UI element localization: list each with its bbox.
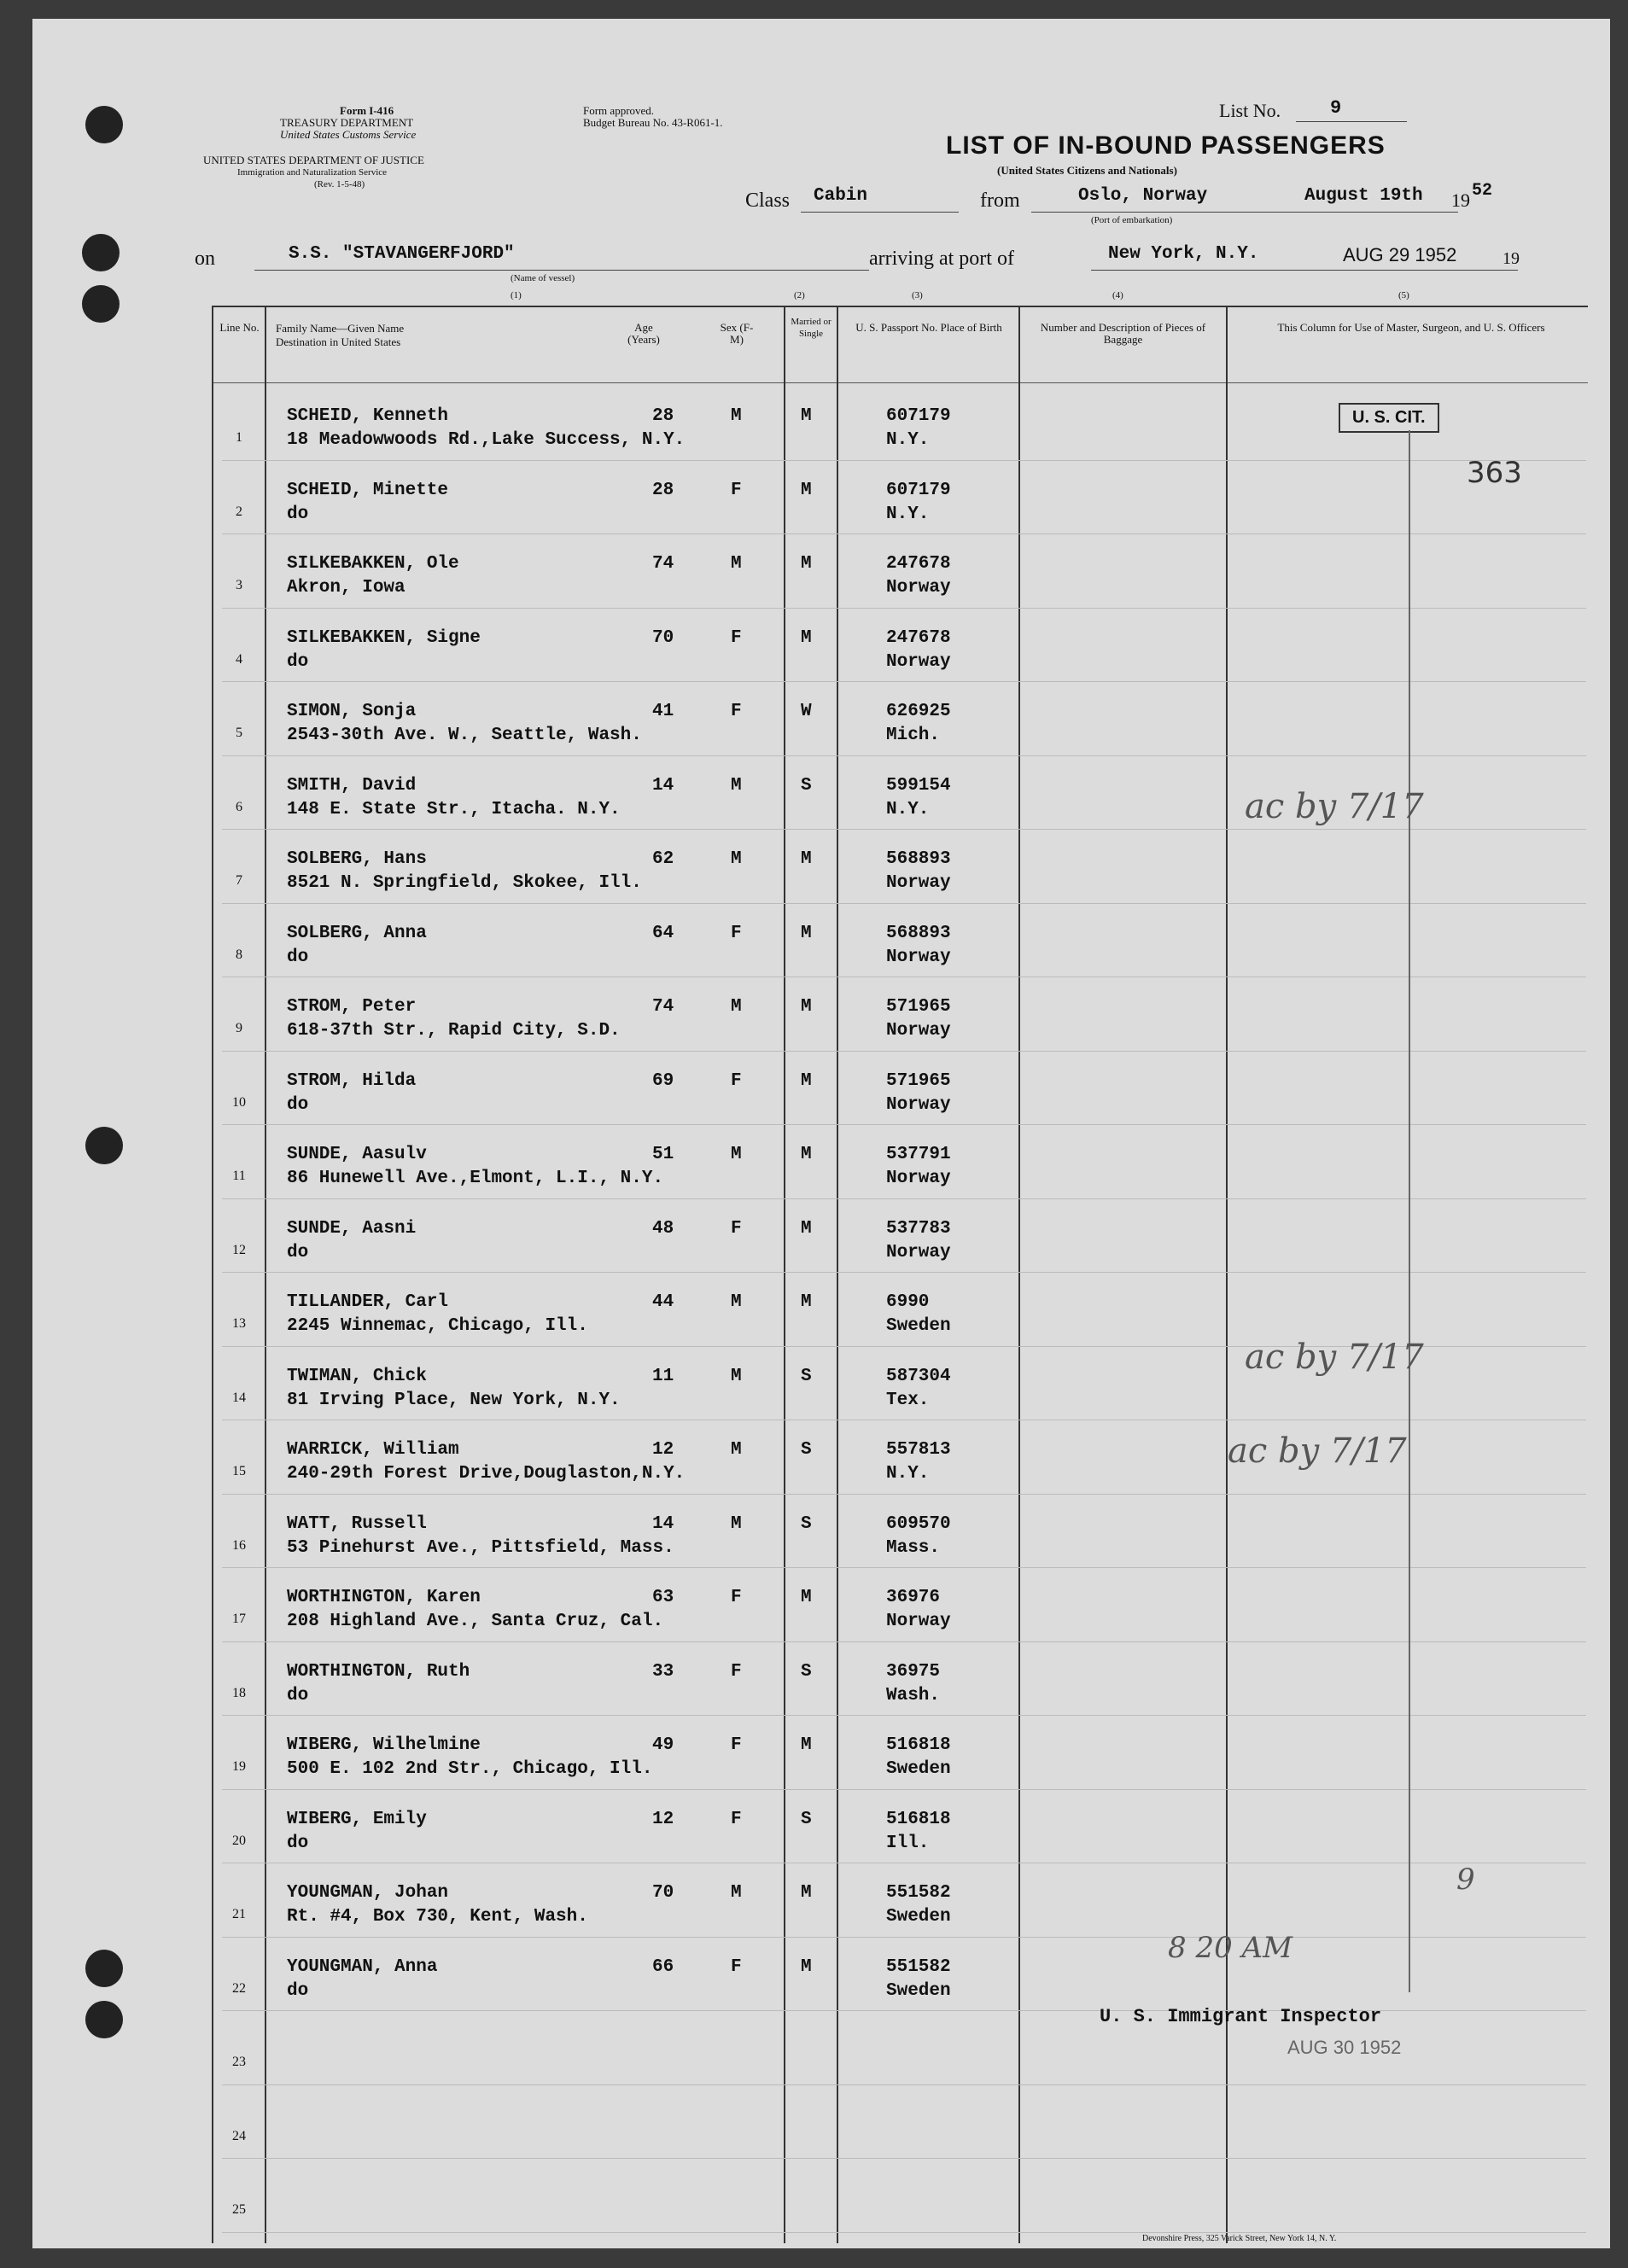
time-note: 8 20 AM: [1168, 1931, 1292, 1965]
row-divider: [222, 1641, 1586, 1642]
doj-label: UNITED STATES DEPARTMENT OF JUSTICE: [203, 154, 424, 166]
passenger-name: STROM, Peter: [287, 997, 417, 1017]
line-number: 16: [232, 1538, 246, 1553]
handwritten-vertical-line: [1409, 430, 1410, 1992]
row-divider: [222, 460, 1586, 461]
punch-hole: [85, 1950, 123, 1987]
passenger-age: 12: [652, 1440, 674, 1460]
line-number: 4: [236, 652, 242, 667]
passenger-age: 14: [652, 776, 674, 796]
passenger-destination: 240-29th Forest Drive,Douglaston,N.Y.: [287, 1464, 686, 1484]
passenger-name: WORTHINGTON, Ruth: [287, 1662, 470, 1682]
place-of-birth: N.Y.: [886, 430, 930, 450]
passport-number: 36975: [886, 1662, 941, 1682]
header-passport: U. S. Passport No. Place of Birth: [855, 321, 1002, 334]
arriving-label: arriving at port of: [869, 248, 1014, 270]
place-of-birth: Norway: [886, 873, 951, 893]
place-of-birth: Norway: [886, 1243, 951, 1262]
row-divider: [222, 2232, 1586, 2233]
row-divider: [222, 2084, 1586, 2085]
header-line-no: Line No.: [219, 321, 260, 334]
passenger-age: 41: [652, 702, 674, 721]
passenger-sex: F: [731, 1219, 742, 1239]
row-divider: [222, 608, 1586, 609]
passenger-age: 70: [652, 1883, 674, 1903]
place-of-birth: Norway: [886, 652, 951, 672]
passport-number: 571965: [886, 997, 951, 1017]
passenger-sex: F: [731, 481, 742, 500]
form-approved: Form approved.: [583, 104, 655, 117]
row-divider: [222, 2010, 1586, 2011]
line-number: 13: [232, 1316, 246, 1331]
note-row-14: ac by 7/17: [1245, 1338, 1424, 1377]
header-married: Married or Single: [791, 317, 832, 339]
passport-number: 607179: [886, 481, 951, 500]
passenger-marital-status: S: [801, 1440, 812, 1460]
line-number: 1: [236, 430, 242, 445]
year-value: 52: [1472, 181, 1493, 201]
line-number: 22: [232, 1981, 246, 1996]
class-underline: [801, 212, 959, 213]
passenger-sex: M: [731, 1145, 742, 1164]
passenger-marital-status: M: [801, 1071, 812, 1091]
line-number: 15: [232, 1464, 246, 1478]
vessel-underline: [254, 270, 869, 271]
passenger-age: 48: [652, 1219, 674, 1239]
passenger-name: WARRICK, William: [287, 1440, 459, 1460]
place-of-birth: Norway: [886, 1095, 951, 1115]
note-row-15: ac by 7/17: [1228, 1431, 1407, 1471]
place-of-birth: Sweden: [886, 1759, 951, 1779]
inspector-stamp: AUG 30 1952: [1287, 2037, 1402, 2058]
passport-number: 626925: [886, 702, 951, 721]
passenger-age: 33: [652, 1662, 674, 1682]
place-of-birth: Wash.: [886, 1686, 941, 1705]
line-number: 20: [232, 1834, 246, 1848]
passenger-destination: 8521 N. Springfield, Skokee, Ill.: [287, 873, 642, 893]
passenger-sex: M: [731, 997, 742, 1017]
embark-date: August 19th: [1304, 186, 1423, 206]
port-embarkation-note: (Port of embarkation): [1091, 215, 1173, 225]
passenger-marital-status: M: [801, 1735, 812, 1755]
passenger-age: 63: [652, 1588, 674, 1607]
row-divider: [222, 1715, 1586, 1716]
passport-number: 551582: [886, 1883, 951, 1903]
passenger-destination: 2543-30th Ave. W., Seattle, Wash.: [287, 726, 642, 745]
class-value: Cabin: [814, 186, 868, 206]
col-index-4: (4): [1112, 290, 1123, 300]
budget-bureau: Budget Bureau No. 43-R061-1.: [583, 116, 723, 129]
passenger-marital-status: S: [801, 776, 812, 796]
passport-number: 6990: [886, 1292, 930, 1312]
passport-number: 571965: [886, 1071, 951, 1091]
col-rule-baggage: [1018, 306, 1020, 2243]
passenger-marital-status: M: [801, 1292, 812, 1312]
place-of-birth: Sweden: [886, 1907, 951, 1927]
passenger-destination: 81 Irving Place, New York, N.Y.: [287, 1391, 621, 1410]
from-value: Oslo, Norway: [1078, 186, 1208, 206]
place-of-birth: Sweden: [886, 1981, 951, 2001]
row-divider: [222, 1789, 1586, 1790]
place-of-birth: Norway: [886, 947, 951, 967]
line-number: 11: [232, 1169, 246, 1183]
passenger-sex: F: [731, 1957, 742, 1977]
row-divider: [222, 903, 1586, 904]
arrival-stamp: AUG 29 1952: [1343, 244, 1457, 265]
passenger-name: YOUNGMAN, Anna: [287, 1957, 438, 1977]
from-underline: [1031, 212, 1458, 213]
passenger-age: 44: [652, 1292, 674, 1312]
passenger-marital-status: M: [801, 1883, 812, 1903]
passenger-sex: F: [731, 1735, 742, 1755]
passenger-destination: 86 Hunewell Ave.,Elmont, L.I., N.Y.: [287, 1169, 664, 1188]
passenger-age: 70: [652, 628, 674, 648]
col-rule-passport: [837, 306, 838, 2243]
row-divider: [222, 2158, 1586, 2159]
row-divider: [222, 681, 1586, 682]
passport-number: 537783: [886, 1219, 951, 1239]
form-number: Form I-416: [340, 104, 394, 117]
passenger-age: 28: [652, 406, 674, 426]
line-number: 25: [232, 2202, 246, 2217]
line-number: 9: [236, 1021, 242, 1035]
header-age: Age (Years): [627, 321, 660, 346]
passenger-marital-status: S: [801, 1514, 812, 1534]
passenger-name: SCHEID, Minette: [287, 481, 449, 500]
place-of-birth: Norway: [886, 1612, 951, 1631]
on-label: on: [195, 248, 215, 270]
punch-hole: [85, 2001, 123, 2038]
passenger-sex: M: [731, 776, 742, 796]
line-number: 10: [232, 1095, 246, 1110]
passport-number: 607179: [886, 406, 951, 426]
place-of-birth: Mass.: [886, 1538, 941, 1558]
list-no-value: 9: [1330, 97, 1342, 119]
vessel-note: (Name of vessel): [511, 273, 575, 283]
line-number: 17: [232, 1612, 246, 1626]
arrival-port: New York, N.Y.: [1108, 244, 1259, 264]
passenger-marital-status: M: [801, 481, 812, 500]
line-number: 18: [232, 1686, 246, 1700]
passenger-sex: F: [731, 1662, 742, 1682]
row-divider: [222, 1272, 1586, 1273]
passenger-name: SOLBERG, Anna: [287, 924, 427, 943]
punch-hole: [85, 106, 123, 143]
passenger-destination: 148 E. State Str., Itacha. N.Y.: [287, 800, 621, 819]
passenger-destination: 18 Meadowwoods Rd.,Lake Success, N.Y.: [287, 430, 686, 450]
passenger-marital-status: M: [801, 554, 812, 574]
line-number: 7: [236, 873, 242, 888]
passport-number: 516818: [886, 1810, 951, 1829]
passenger-sex: M: [731, 1514, 742, 1534]
place-of-birth: Ill.: [886, 1834, 930, 1853]
passport-number: 568893: [886, 849, 951, 869]
line-number: 3: [236, 578, 242, 592]
passenger-destination: do: [287, 652, 309, 672]
passenger-marital-status: M: [801, 849, 812, 869]
row-divider: [222, 755, 1586, 756]
place-of-birth: Sweden: [886, 1316, 951, 1336]
handwritten-9: 9: [1456, 1863, 1475, 1897]
inspector-label: U. S. Immigrant Inspector: [1100, 2006, 1382, 2027]
place-of-birth: N.Y.: [886, 1464, 930, 1484]
class-label: Class: [745, 189, 791, 212]
line-number: 12: [232, 1243, 246, 1257]
passenger-age: 62: [652, 849, 674, 869]
passenger-name: WATT, Russell: [287, 1514, 427, 1534]
passenger-age: 69: [652, 1071, 674, 1091]
passenger-name: SUNDE, Aasni: [287, 1219, 417, 1239]
passport-number: 247678: [886, 628, 951, 648]
row-divider: [222, 1051, 1586, 1052]
header-baggage: Number and Description of Pieces of Baggage: [1040, 321, 1206, 346]
punch-hole: [85, 1127, 123, 1164]
passenger-name: SMITH, David: [287, 776, 417, 796]
line-number: 5: [236, 726, 242, 740]
passenger-destination: Rt. #4, Box 730, Kent, Wash.: [287, 1907, 588, 1927]
passenger-sex: M: [731, 1883, 742, 1903]
passenger-sex: F: [731, 924, 742, 943]
place-of-birth: Mich.: [886, 726, 941, 745]
passenger-marital-status: W: [801, 702, 812, 721]
passenger-marital-status: S: [801, 1662, 812, 1682]
passenger-marital-status: M: [801, 1219, 812, 1239]
passenger-sex: F: [731, 1810, 742, 1829]
table-left-rule: [212, 306, 213, 2243]
row-divider: [222, 1198, 1586, 1199]
passenger-destination: do: [287, 1686, 309, 1705]
passenger-sex: M: [731, 406, 742, 426]
row-divider: [222, 829, 1586, 830]
passenger-destination: 2245 Winnemac, Chicago, Ill.: [287, 1316, 588, 1336]
passenger-destination: 53 Pinehurst Ave., Pittsfield, Mass.: [287, 1538, 674, 1558]
col-index-1: (1): [511, 290, 522, 300]
arrival-year-suffix: 19: [1503, 249, 1520, 268]
col-index-3: (3): [912, 290, 923, 300]
header-officers: This Column for Use of Master, Surgeon, and U. S. Officers: [1277, 321, 1545, 334]
passport-number: 599154: [886, 776, 951, 796]
col-rule-line: [265, 306, 266, 2243]
passenger-sex: F: [731, 702, 742, 721]
passenger-name: SUNDE, Aasulv: [287, 1145, 427, 1164]
passenger-destination: do: [287, 1981, 309, 2001]
passenger-marital-status: M: [801, 628, 812, 648]
place-of-birth: Tex.: [886, 1391, 930, 1410]
line-number: 21: [232, 1907, 246, 1921]
punch-hole: [82, 234, 120, 271]
note-row-6: ac by 7/17: [1245, 787, 1424, 826]
vessel-name: S.S. "STAVANGERFJORD": [289, 244, 515, 264]
passenger-age: 12: [652, 1810, 674, 1829]
line-number: 6: [236, 800, 242, 814]
handwritten-363: 363: [1467, 456, 1522, 490]
passenger-destination: Akron, Iowa: [287, 578, 406, 598]
document-page: [32, 19, 1610, 2248]
revision: (Rev. 1-5-48): [314, 179, 365, 189]
passenger-marital-status: S: [801, 1367, 812, 1386]
col-index-5: (5): [1398, 290, 1409, 300]
line-number: 2: [236, 504, 242, 519]
table-top-rule: [212, 306, 1588, 307]
passenger-age: 74: [652, 997, 674, 1017]
passenger-name: WORTHINGTON, Karen: [287, 1588, 481, 1607]
passenger-marital-status: M: [801, 997, 812, 1017]
passport-number: 587304: [886, 1367, 951, 1386]
passenger-name: WIBERG, Emily: [287, 1810, 427, 1829]
passenger-sex: M: [731, 554, 742, 574]
passenger-destination: 500 E. 102 2nd Str., Chicago, Ill.: [287, 1759, 653, 1779]
row-divider: [222, 1937, 1586, 1938]
passenger-name: STROM, Hilda: [287, 1071, 417, 1091]
passenger-destination: do: [287, 1243, 309, 1262]
passenger-marital-status: M: [801, 1957, 812, 1977]
passport-number: 537791: [886, 1145, 951, 1164]
ins-label: Immigration and Naturalization Service: [237, 167, 388, 178]
passenger-destination: do: [287, 504, 309, 524]
passenger-age: 11: [652, 1367, 674, 1386]
customs-service: United States Customs Service: [280, 128, 417, 141]
passenger-sex: F: [731, 1071, 742, 1091]
passenger-destination: do: [287, 947, 309, 967]
passenger-sex: M: [731, 1292, 742, 1312]
passenger-destination: 208 Highland Ave., Santa Cruz, Cal.: [287, 1612, 664, 1631]
line-number: 8: [236, 947, 242, 962]
passenger-sex: M: [731, 849, 742, 869]
header-name: Family Name—Given Name: [276, 322, 405, 335]
from-label: from: [980, 189, 1020, 212]
passenger-marital-status: S: [801, 1810, 812, 1829]
passenger-age: 66: [652, 1957, 674, 1977]
place-of-birth: Norway: [886, 1021, 951, 1041]
col-rule-married: [784, 306, 785, 2243]
line-number: 19: [232, 1759, 246, 1774]
passenger-marital-status: M: [801, 406, 812, 426]
passport-number: 568893: [886, 924, 951, 943]
line-number: 14: [232, 1391, 246, 1405]
us-citizen-stamp: U. S. CIT.: [1339, 403, 1439, 433]
header-bottom-rule: [212, 382, 1588, 383]
passenger-name: TILLANDER, Carl: [287, 1292, 449, 1312]
punch-hole: [82, 285, 120, 323]
list-no-label: List No.: [1219, 100, 1281, 121]
passport-number: 557813: [886, 1440, 951, 1460]
place-of-birth: Norway: [886, 578, 951, 598]
row-divider: [222, 1494, 1586, 1495]
printer-imprint: Devonshire Press, 325 Varick Street, New York 14, N. Y.: [1142, 2234, 1337, 2243]
row-divider: [222, 1567, 1586, 1568]
passenger-name: SOLBERG, Hans: [287, 849, 427, 869]
passenger-age: 49: [652, 1735, 674, 1755]
passport-number: 36976: [886, 1588, 941, 1607]
header-destination: Destination in United States: [276, 335, 401, 348]
header-sex: Sex (F-M): [720, 321, 754, 346]
place-of-birth: N.Y.: [886, 504, 930, 524]
treasury-dept: TREASURY DEPARTMENT: [280, 116, 414, 129]
passenger-destination: 618-37th Str., Rapid City, S.D.: [287, 1021, 621, 1041]
passenger-marital-status: M: [801, 1145, 812, 1164]
passenger-age: 14: [652, 1514, 674, 1534]
passenger-sex: M: [731, 1440, 742, 1460]
passenger-name: SILKEBAKKEN, Ole: [287, 554, 459, 574]
line-number: 24: [232, 2129, 246, 2143]
passenger-age: 74: [652, 554, 674, 574]
passenger-age: 51: [652, 1145, 674, 1164]
passport-number: 516818: [886, 1735, 951, 1755]
passport-number: 551582: [886, 1957, 951, 1977]
row-divider: [222, 533, 1586, 534]
line-number: 23: [232, 2055, 246, 2069]
passport-number: 609570: [886, 1514, 951, 1534]
passenger-sex: F: [731, 628, 742, 648]
form-subtitle: (United States Citizens and Nationals): [997, 164, 1177, 177]
passenger-name: WIBERG, Wilhelmine: [287, 1735, 481, 1755]
row-divider: [222, 1124, 1586, 1125]
passenger-age: 64: [652, 924, 674, 943]
passenger-name: SIMON, Sonja: [287, 702, 417, 721]
passenger-marital-status: M: [801, 1588, 812, 1607]
list-no-underline: [1296, 121, 1407, 122]
passenger-sex: M: [731, 1367, 742, 1386]
place-of-birth: N.Y.: [886, 800, 930, 819]
passenger-name: YOUNGMAN, Johan: [287, 1883, 449, 1903]
passenger-sex: F: [731, 1588, 742, 1607]
passenger-name: SILKEBAKKEN, Signe: [287, 628, 481, 648]
passenger-name: SCHEID, Kenneth: [287, 406, 449, 426]
passenger-destination: do: [287, 1095, 309, 1115]
passenger-name: TWIMAN, Chick: [287, 1367, 427, 1386]
passenger-destination: do: [287, 1834, 309, 1853]
passenger-age: 28: [652, 481, 674, 500]
place-of-birth: Norway: [886, 1169, 951, 1188]
col-index-2: (2): [794, 290, 805, 300]
passenger-marital-status: M: [801, 924, 812, 943]
arrival-underline: [1091, 270, 1518, 271]
form-title: LIST OF IN-BOUND PASSENGERS: [946, 131, 1386, 160]
year-prefix: 19: [1451, 189, 1470, 211]
passport-number: 247678: [886, 554, 951, 574]
